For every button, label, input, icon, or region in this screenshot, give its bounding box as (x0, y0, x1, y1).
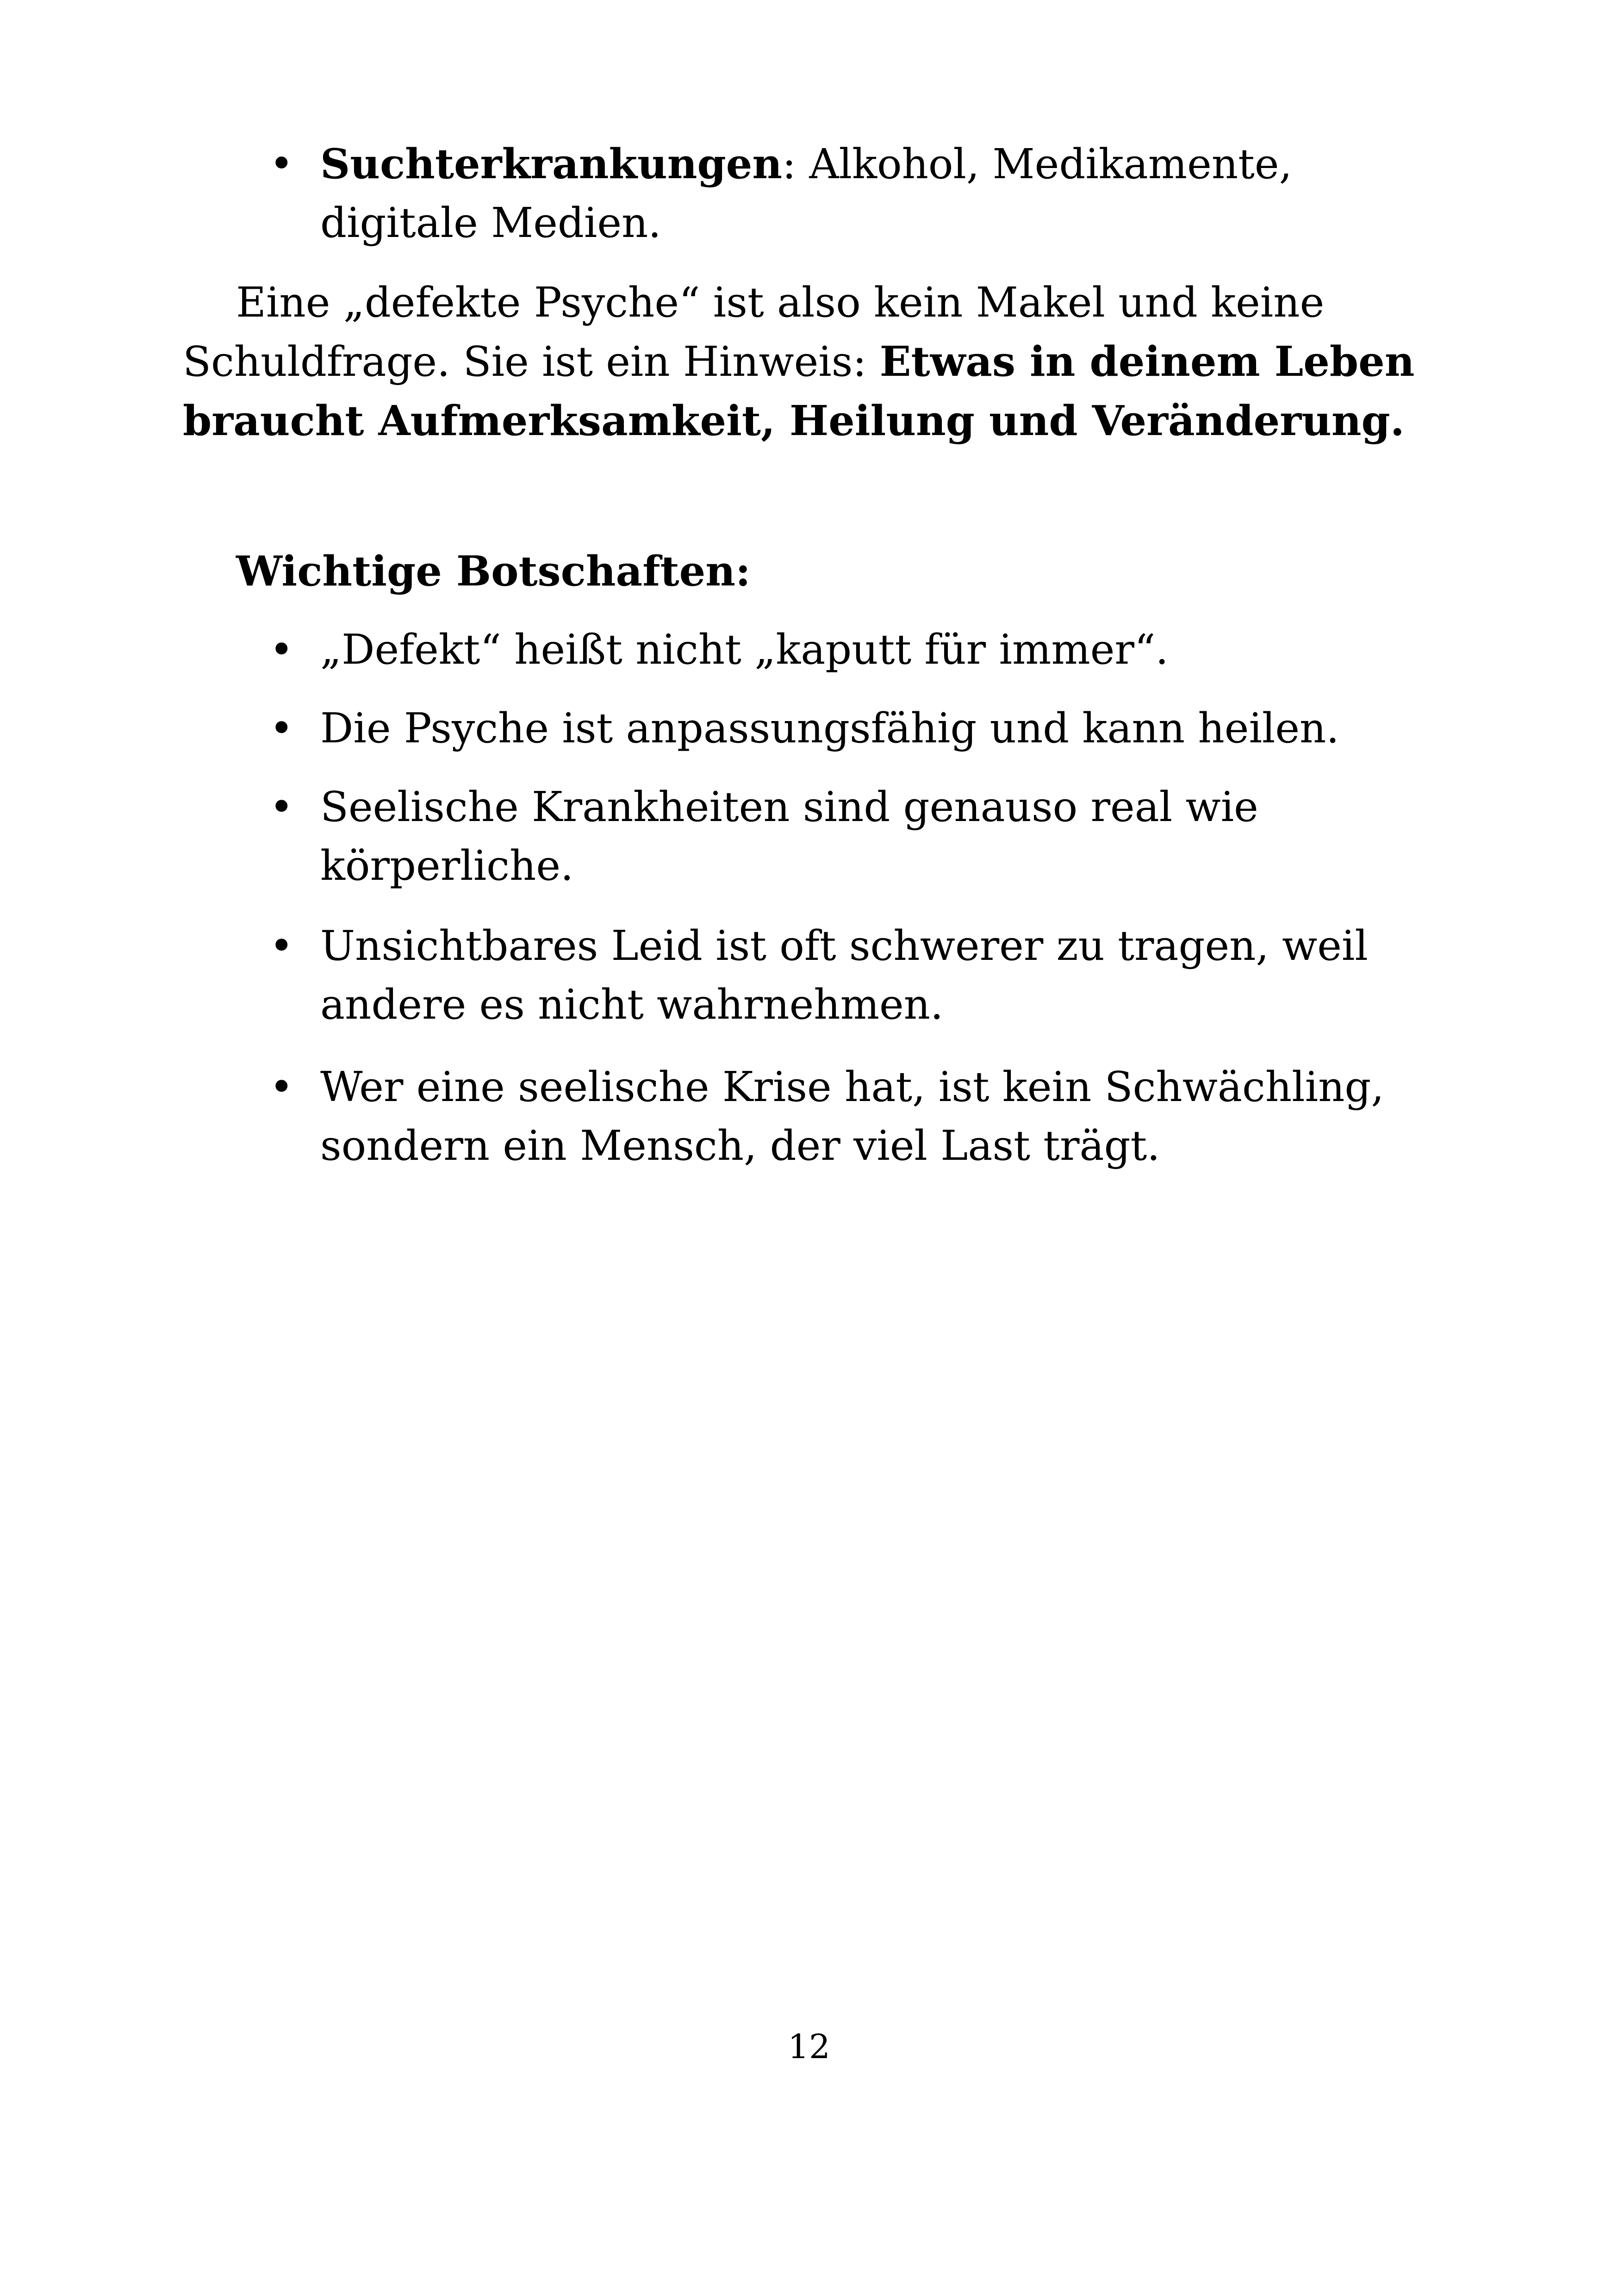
list-item (269, 916, 1440, 1034)
list-item-text: Unsichtbares Leid ist oft schwerer zu tragen, weil andere es nicht wahrnehmen. (320, 921, 1368, 1028)
list-item-term: Suchterkrankungen (320, 139, 783, 188)
list-item-suchterkrankungen (269, 134, 1440, 252)
bullet-icon: • (269, 625, 294, 673)
page-number: 12 (788, 2027, 830, 2066)
list-item-text: „Defekt“ heißt nicht „kaputt für immer“. (320, 625, 1169, 673)
list-item (269, 699, 1440, 758)
bullet-icon: • (269, 704, 294, 752)
bullet-icon: • (269, 1063, 294, 1111)
bullet-icon: • (269, 783, 294, 831)
list-item (269, 1058, 1440, 1175)
bullet-icon: • (269, 139, 294, 187)
list-item-text: Seelische Krankheiten sind genauso real wie körperliche. (320, 783, 1258, 890)
list-item (269, 620, 1440, 679)
section-heading: Wichtige Botschaften: (236, 547, 751, 595)
list-item-text: : Alkohol, Medikamente, digitale Medien. (320, 140, 1292, 247)
list-item (269, 778, 1440, 895)
list-item-text: Die Psyche ist anpassungsfähig und kann heilen. (320, 704, 1339, 752)
paragraph-text: Eine „defekte Psyche“ ist also kein Makel und keine Schuldfrage. Sie ist ein Hinweis: (183, 278, 1325, 386)
list-item-text: Wer eine seelische Krise hat, ist kein Schwächling, sondern ein Mensch, der viel Last trägt. (320, 1063, 1384, 1170)
body-paragraph (183, 273, 1446, 450)
paragraph-emphasis: Etwas in deinem Leben braucht Aufmerksamkeit, Heilung und Veränderung. (183, 337, 1415, 445)
bullet-icon: • (269, 921, 294, 970)
